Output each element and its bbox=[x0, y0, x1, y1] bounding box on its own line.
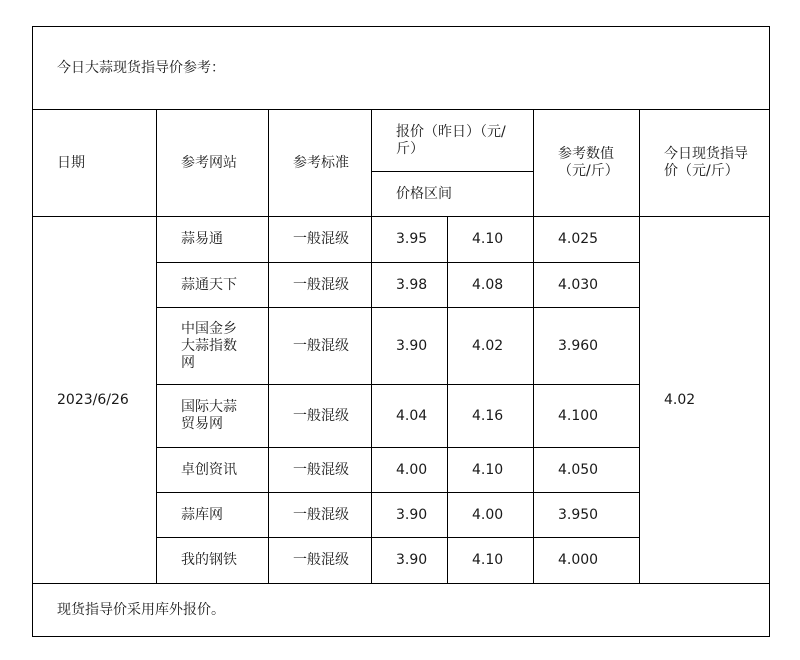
header-site: 参考网站 bbox=[157, 110, 269, 217]
site-cell: 卓创资讯 bbox=[157, 448, 269, 493]
header-quote-text: 报价（昨日）（元/斤） bbox=[396, 123, 506, 157]
standard-cell: 一般混级 bbox=[269, 538, 372, 584]
header-standard: 参考标准 bbox=[269, 110, 372, 217]
header-today-price-text: 今日现货指导价（元/斤） bbox=[664, 146, 748, 179]
standard-cell: 一般混级 bbox=[269, 308, 372, 385]
table-row bbox=[33, 217, 770, 263]
reference-cell: 3.950 bbox=[534, 493, 640, 538]
today-price-cell: 4.02 bbox=[640, 217, 770, 584]
high-price-cell: 4.08 bbox=[448, 263, 534, 308]
high-price-cell: 4.10 bbox=[448, 448, 534, 493]
price-table bbox=[32, 26, 770, 637]
high-price-cell: 4.16 bbox=[448, 385, 534, 448]
header-price-range: 价格区间 bbox=[372, 172, 534, 217]
reference-cell: 4.025 bbox=[534, 217, 640, 263]
high-price-cell: 4.02 bbox=[448, 308, 534, 385]
low-price-cell: 4.00 bbox=[372, 448, 448, 493]
high-price-cell: 4.10 bbox=[448, 217, 534, 263]
reference-cell: 4.100 bbox=[534, 385, 640, 448]
header-date: 日期 bbox=[33, 110, 157, 217]
high-price-cell: 4.00 bbox=[448, 493, 534, 538]
site-cell: 蒜库网 bbox=[157, 493, 269, 538]
note-row bbox=[33, 584, 770, 637]
header-quote bbox=[372, 110, 534, 172]
standard-cell: 一般混级 bbox=[269, 448, 372, 493]
site-cell bbox=[157, 308, 269, 385]
low-price-cell: 3.90 bbox=[372, 493, 448, 538]
header-row-1 bbox=[33, 110, 770, 172]
reference-cell: 4.030 bbox=[534, 263, 640, 308]
low-price-cell: 3.98 bbox=[372, 263, 448, 308]
reference-cell: 4.050 bbox=[534, 448, 640, 493]
low-price-cell: 4.04 bbox=[372, 385, 448, 448]
site-cell: 我的钢铁 bbox=[157, 538, 269, 584]
header-reference-value-text: 参考数值（元/斤） bbox=[558, 146, 619, 179]
reference-cell: 4.000 bbox=[534, 538, 640, 584]
site-cell: 蒜易通 bbox=[157, 217, 269, 263]
title-row bbox=[33, 27, 770, 110]
table-title: 今日大蒜现货指导价参考： bbox=[33, 27, 770, 110]
header-today-price bbox=[640, 110, 770, 217]
low-price-cell: 3.90 bbox=[372, 308, 448, 385]
standard-cell: 一般混级 bbox=[269, 385, 372, 448]
reference-cell: 3.960 bbox=[534, 308, 640, 385]
header-reference-value bbox=[534, 110, 640, 217]
site-cell: 蒜通天下 bbox=[157, 263, 269, 308]
site-cell bbox=[157, 385, 269, 448]
table-note: 现货指导价采用库外报价。 bbox=[33, 584, 770, 637]
standard-cell: 一般混级 bbox=[269, 493, 372, 538]
high-price-cell: 4.10 bbox=[448, 538, 534, 584]
site-cell-text: 国际大蒜贸易网 bbox=[181, 399, 237, 432]
low-price-cell: 3.95 bbox=[372, 217, 448, 263]
low-price-cell: 3.90 bbox=[372, 538, 448, 584]
standard-cell: 一般混级 bbox=[269, 263, 372, 308]
standard-cell: 一般混级 bbox=[269, 217, 372, 263]
date-cell: 2023/6/26 bbox=[33, 217, 157, 584]
site-cell-text: 中国金乡大蒜指数网 bbox=[181, 320, 237, 371]
